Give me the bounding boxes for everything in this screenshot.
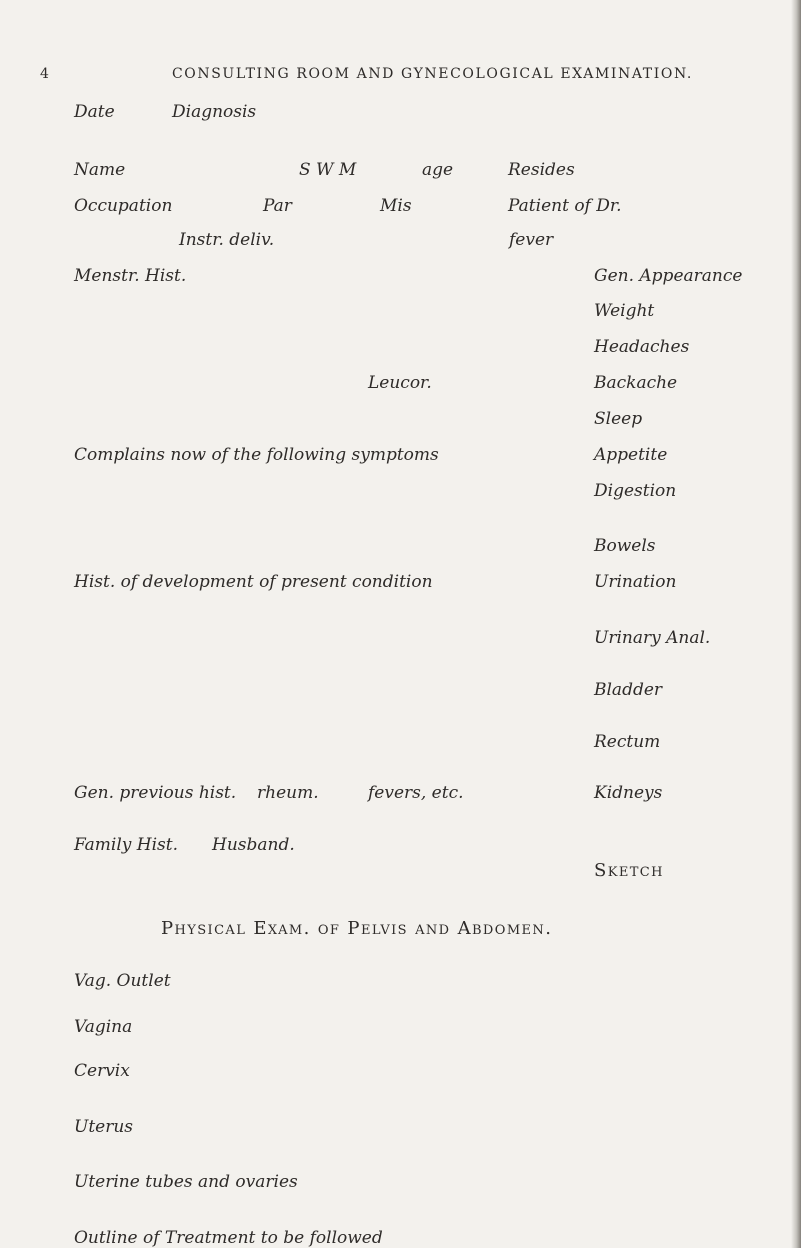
sketch-label: Sketch — [594, 860, 664, 881]
marital-status-label: S W M — [299, 160, 357, 180]
leucor-label: Leucor. — [368, 373, 432, 393]
date-label: Date — [74, 102, 115, 122]
weight-label: Weight — [594, 301, 655, 321]
fever-label: fever — [509, 230, 554, 250]
backache-label: Backache — [594, 373, 678, 393]
par-label: Par — [263, 196, 292, 216]
uterine-tubes-label: Uterine tubes and ovaries — [74, 1172, 298, 1192]
headaches-label: Headaches — [594, 337, 690, 357]
vagina-label: Vagina — [74, 1017, 133, 1037]
occupation-label: Occupation — [74, 196, 173, 216]
cervix-label: Cervix — [74, 1061, 130, 1081]
gen-previous-hist-label: Gen. previous hist. — [74, 783, 237, 803]
outline-treatment-label: Outline of Treatment to be followed — [74, 1228, 383, 1248]
age-label: age — [422, 160, 454, 180]
physical-exam-heading: Physical Exam. of Pelvis and Abdomen. — [161, 918, 553, 939]
kidneys-label: Kidneys — [594, 783, 663, 803]
patient-of-label: Patient of Dr. — [508, 196, 622, 216]
diagnosis-label: Diagnosis — [172, 102, 257, 122]
mis-label: Mis — [380, 196, 412, 216]
hist-development-label: Hist. of development of present condition — [74, 572, 433, 592]
page-edge-shadow — [791, 0, 801, 1248]
vag-outlet-label: Vag. Outlet — [74, 971, 171, 991]
urination-label: Urination — [594, 572, 677, 592]
name-label: Name — [74, 160, 126, 180]
bowels-label: Bowels — [594, 536, 656, 556]
appetite-label: Appetite — [594, 445, 668, 465]
fevers-etc-label: fevers, etc. — [368, 783, 464, 803]
rectum-label: Rectum — [594, 732, 661, 752]
resides-label: Resides — [508, 160, 575, 180]
urinary-anal-label: Urinary Anal. — [594, 628, 711, 648]
husband-label: Husband. — [212, 835, 295, 855]
running-title: CONSULTING ROOM AND GYNECOLOGICAL EXAMINATION. — [172, 66, 693, 82]
menstr-hist-label: Menstr. Hist. — [74, 266, 187, 286]
sleep-label: Sleep — [594, 409, 643, 429]
page-number: 4 — [40, 66, 51, 82]
complains-label: Complains now of the following symptoms — [74, 445, 439, 465]
gen-appearance-label: Gen. Appearance — [594, 266, 743, 286]
family-hist-label: Family Hist. — [74, 835, 179, 855]
digestion-label: Digestion — [594, 481, 677, 501]
uterus-label: Uterus — [74, 1117, 134, 1137]
rheum-label: rheum. — [257, 783, 319, 803]
instr-deliv-label: Instr. deliv. — [179, 230, 275, 250]
bladder-label: Bladder — [594, 680, 663, 700]
